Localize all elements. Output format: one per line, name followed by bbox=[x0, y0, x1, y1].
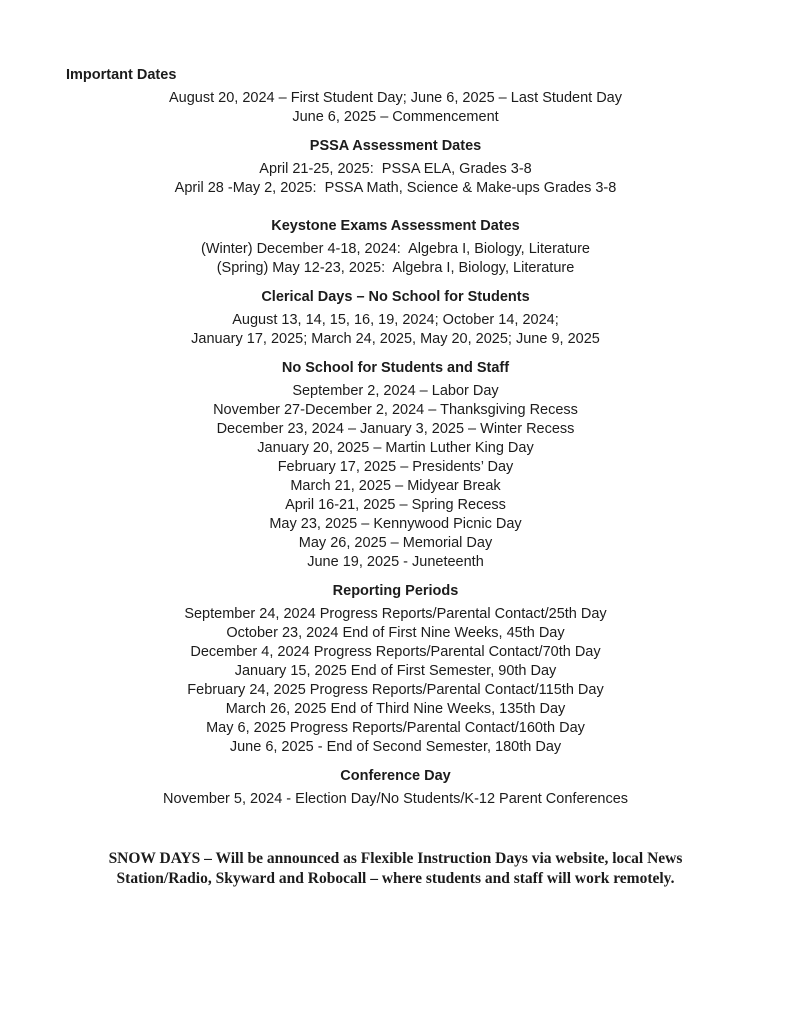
date-line: August 20, 2024 – First Student Day; June 6, 2025 – Last Student Day bbox=[168, 90, 622, 106]
date-line: April 28 -May 2, 2025: PSSA Math, Science & Make-ups Grades 3-8 bbox=[174, 180, 617, 196]
section-heading: Reporting Periods bbox=[332, 583, 459, 599]
section-no-school bbox=[0, 359, 791, 572]
section-conference bbox=[0, 767, 791, 809]
section-snow-days bbox=[0, 849, 791, 888]
section-heading: Important Dates bbox=[66, 67, 177, 83]
section-heading: Clerical Days – No School for Students bbox=[261, 289, 530, 305]
date-line: June 6, 2025 – Commencement bbox=[292, 109, 499, 125]
section-keystone bbox=[0, 217, 791, 278]
date-line: March 21, 2025 – Midyear Break bbox=[290, 478, 501, 494]
date-line: (Spring) May 12-23, 2025: Algebra I, Biology, Literature bbox=[216, 260, 575, 276]
date-line: December 4, 2024 Progress Reports/Parental Contact/70th Day bbox=[190, 644, 601, 660]
date-line: June 19, 2025 - Juneteenth bbox=[307, 554, 484, 570]
date-line: August 13, 14, 15, 16, 19, 2024; October 14, 2024; bbox=[232, 312, 559, 328]
section-clerical bbox=[0, 288, 791, 349]
section-heading: Conference Day bbox=[340, 768, 451, 784]
date-line: November 5, 2024 - Election Day/No Students/K-12 Parent Conferences bbox=[162, 791, 629, 807]
section-pssa bbox=[0, 137, 791, 198]
date-line: (Winter) December 4-18, 2024: Algebra I, Biology, Literature bbox=[200, 241, 590, 257]
date-line: September 2, 2024 – Labor Day bbox=[292, 383, 499, 399]
date-line: April 16-21, 2025 – Spring Recess bbox=[285, 497, 506, 513]
date-line: Station/Radio, Skyward and Robocall – where students and staff will work remotely. bbox=[116, 869, 675, 887]
date-line: May 6, 2025 Progress Reports/Parental Contact/160th Day bbox=[206, 720, 585, 736]
date-line: April 21-25, 2025: PSSA ELA, Grades 3-8 bbox=[259, 161, 532, 177]
date-line: May 26, 2025 – Memorial Day bbox=[298, 535, 493, 551]
date-line: March 26, 2025 End of Third Nine Weeks, 135th Day bbox=[225, 701, 566, 717]
section-heading: Keystone Exams Assessment Dates bbox=[271, 218, 520, 234]
date-line: January 15, 2025 End of First Semester, 90th Day bbox=[234, 663, 557, 679]
date-line: October 23, 2024 End of First Nine Weeks, 45th Day bbox=[226, 625, 565, 641]
date-line: January 20, 2025 – Martin Luther King Day bbox=[257, 440, 534, 456]
date-line: January 17, 2025; March 24, 2025, May 20, 2025; June 9, 2025 bbox=[191, 331, 600, 347]
date-line: September 24, 2024 Progress Reports/Parental Contact/25th Day bbox=[184, 606, 607, 622]
section-reporting bbox=[0, 582, 791, 757]
date-line: June 6, 2025 - End of Second Semester, 180th Day bbox=[229, 739, 562, 755]
date-line: December 23, 2024 – January 3, 2025 – Winter Recess bbox=[216, 421, 575, 437]
date-line: SNOW DAYS – Will be announced as Flexible Instruction Days via website, local News bbox=[108, 850, 683, 867]
date-line: November 27-December 2, 2024 – Thanksgiving Recess bbox=[213, 402, 578, 418]
date-line: February 17, 2025 – Presidents’ Day bbox=[277, 459, 514, 475]
section-heading: No School for Students and Staff bbox=[281, 360, 510, 376]
document-body bbox=[0, 66, 791, 888]
date-line: February 24, 2025 Progress Reports/Parental Contact/115th Day bbox=[187, 682, 604, 698]
section-important-dates bbox=[0, 66, 791, 127]
section-heading: PSSA Assessment Dates bbox=[309, 138, 482, 154]
date-line: May 23, 2025 – Kennywood Picnic Day bbox=[269, 516, 522, 532]
